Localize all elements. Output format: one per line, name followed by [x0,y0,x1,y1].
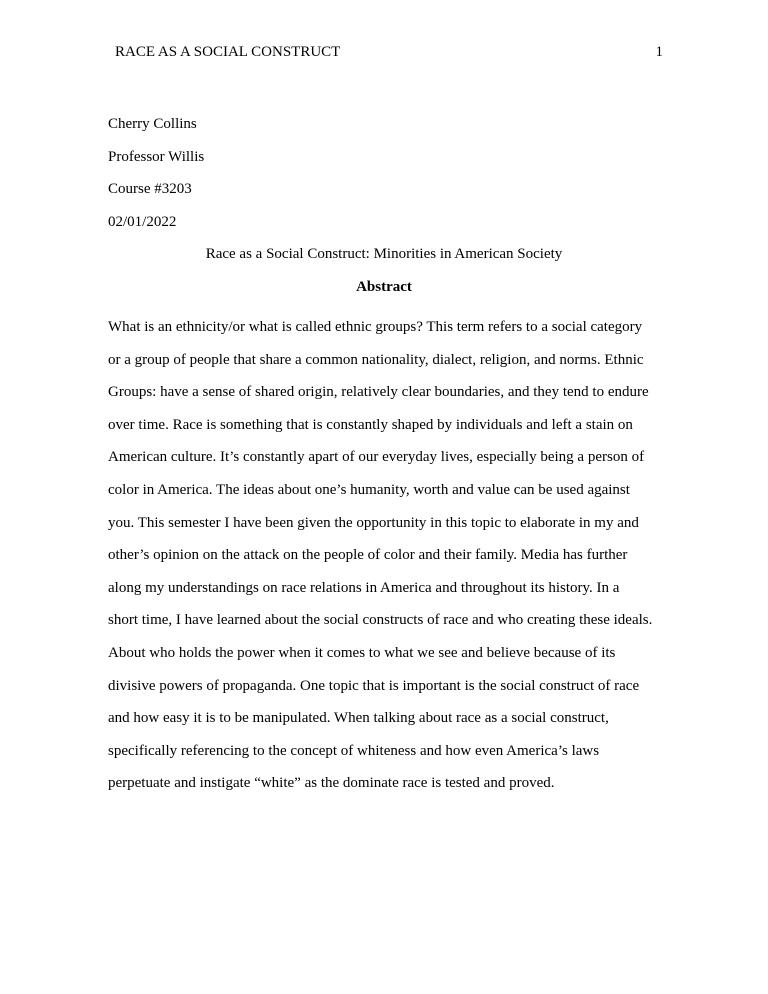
abstract-line: divisive powers of propaganda. One topic that is important is the social construct of race [108,677,640,694]
abstract-line: perpetuate and instigate “white” as the dominate race is tested and proved. [108,775,555,792]
abstract-line: About who holds the power when it comes to what we see and believe because of its [108,644,616,661]
abstract-line: or a group of people that share a common nationality, dialect, religion, and norms. Ethnic [108,351,644,368]
abstract-line: specifically referencing to the concept of whiteness and how even America’s laws [108,742,600,759]
paper-title [0,246,768,263]
instructor-name: Professor Willis [108,148,205,165]
abstract-heading: Abstract [356,279,412,295]
paper-title-text: Race as a Social Construct: Minorities in American Society [205,246,563,262]
page-number: 1 [655,44,663,60]
abstract-line: other’s opinion on the attack on the people of color and their family. Media has further [108,547,628,564]
abstract-line: American culture. It’s constantly apart of our everyday lives, especially being a person of [108,449,645,466]
abstract-line: Groups: have a sense of shared origin, relatively clear boundaries, and they tend to endure [108,384,649,401]
author-name: Cherry Collins [108,116,197,132]
running-head: RACE AS A SOCIAL CONSTRUCT [115,44,341,60]
abstract-body [108,311,668,800]
abstract-line: short time, I have learned about the social constructs of race and who creating these ideals. [108,612,653,629]
course-number: Course #3203 [108,181,192,198]
abstract-line: and how easy it is to be manipulated. When talking about race as a social construct, [108,710,609,727]
heading-block [108,108,204,238]
abstract-line: over time. Race is something that is constantly shaped by individuals and left a stain on [108,416,633,433]
abstract-line: color in America. The ideas about one’s humanity, worth and value can be used against [108,481,630,498]
abstract-line: along my understandings on race relations in America and throughout its history. In a [108,579,620,596]
abstract-line: you. This semester I have been given the opportunity in this topic to elaborate in my and [108,514,639,531]
date: 02/01/2022 [108,213,177,230]
abstract-line: What is an ethnicity/or what is called ethnic groups? This term refers to a social category [108,319,643,335]
